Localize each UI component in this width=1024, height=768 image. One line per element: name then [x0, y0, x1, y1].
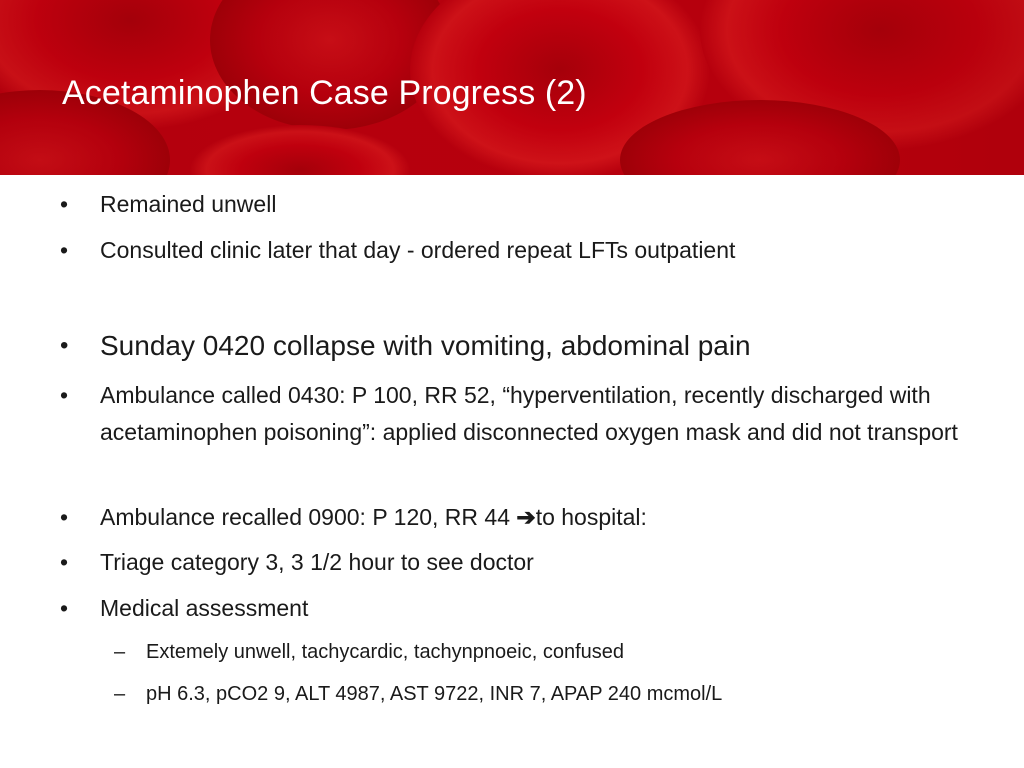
sub-bullet-text: pH 6.3, pCO2 9, ALT 4987, AST 9722, INR 7, APAP 240 mcmol/L: [146, 683, 723, 705]
bullet-text: Sunday 0420 collapse with vomiting, abdominal pain: [100, 330, 751, 361]
header-banner: [0, 0, 1024, 175]
bullet-text: Medical assessment: [100, 595, 309, 621]
sub-bullet-text: Extemely unwell, tachycardic, tachynpnoeic, confused: [146, 641, 625, 663]
bullet-text: Consulted clinic later that day - ordered repeat LFTs outpatient: [100, 237, 736, 263]
bullet-marker: •: [60, 504, 69, 530]
bullet-marker: •: [60, 382, 69, 408]
right-arrow-icon: ➔: [516, 504, 536, 530]
bullet-text-after: to hospital:: [535, 504, 647, 530]
sub-bullet-marker: –: [114, 641, 126, 663]
bullet-marker: •: [60, 332, 69, 359]
bullet-marker: •: [60, 237, 69, 263]
slide-title: Acetaminophen Case Progress (2): [62, 74, 587, 112]
bullet-text-before: Ambulance recalled 0900: P 120, RR 44: [100, 504, 517, 530]
bullet-text: Ambulance called 0430: P 100, RR 52, “hyperventilation, recently discharged with acetaminophen poisoning”: applied disconnected oxygen mask and did not transport: [100, 382, 958, 445]
bullet-marker: •: [60, 191, 69, 217]
bullet-marker: •: [60, 595, 69, 621]
sub-bullet-marker: –: [114, 683, 126, 705]
bullet-text: Triage category 3, 3 1/2 hour to see doctor: [100, 549, 534, 575]
bullet-text: Remained unwell: [100, 191, 277, 217]
bullet-text: [100, 499, 960, 536]
bullet-marker: •: [60, 549, 69, 575]
